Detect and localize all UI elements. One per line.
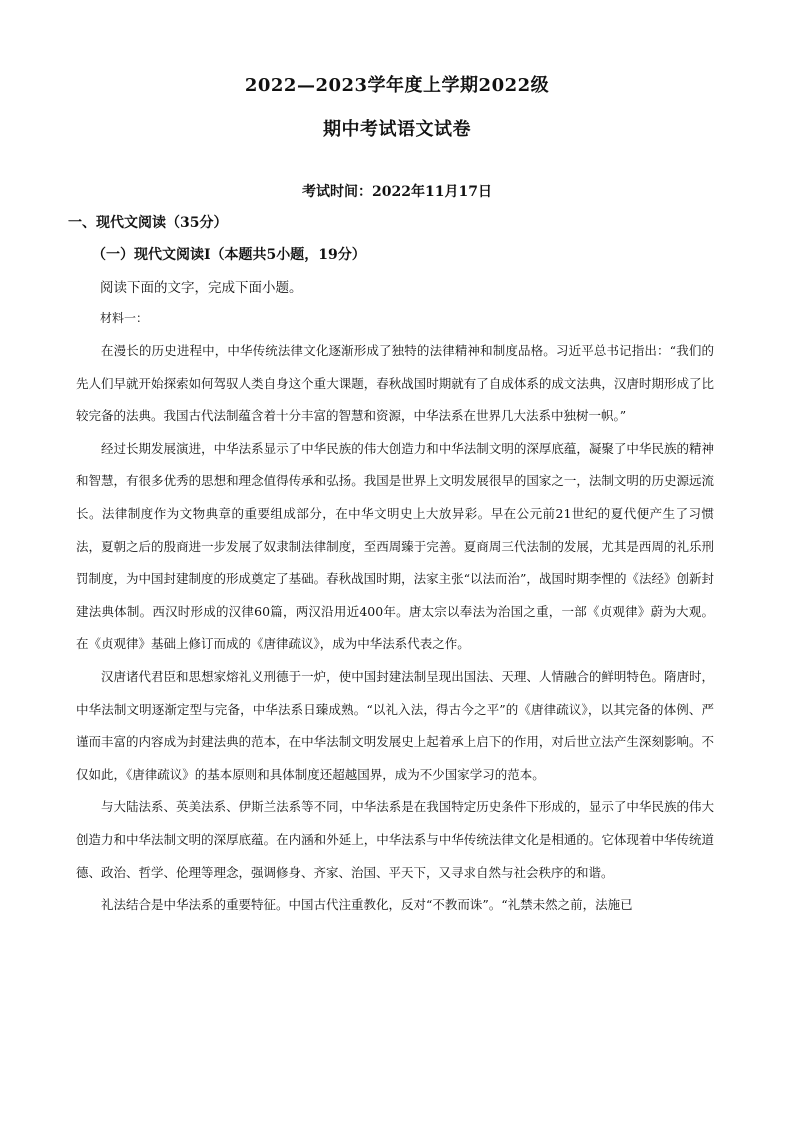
passage-body — [76, 335, 714, 922]
exam-time: 考试时间：2022年11月17日 — [302, 184, 492, 200]
paragraph: 与大陆法系、英美法系、伊斯兰法系等不同，中华法系是在我国特定历史条件下形成的，显示了中华民族的伟大创造力和中华法制文明的深厚底蕴。在内涵和外延上，中华法系与中华传统法律文化是相通的。它体现着中华传统道德、政治、哲学、伦理等理念，强调修身、齐家、治国、平天下，又寻求自然与社会秩序的和谐。 — [76, 799, 714, 880]
reading-instruction: 阅读下面的文字，完成下面小题。 — [100, 280, 303, 296]
paragraph: 汉唐诸代君臣和思想家熔礼义刑德于一炉，使中国封建法制呈现出国法、天理、人情融合的鲜明特色。隋唐时，中华法制文明逐渐定型与完备，中华法系日臻成熟。“以礼入法，得古今之平”的《唐律疏议》，以其完备的体例、严谨而丰富的内容成为封建法典的范本，在中华法制文明发展史上起着承上启下的作用，对后世立法产生深刻影响。不仅如此，《唐律疏议》的基本原则和具体制度还超越国界，成为不少国家学习的范本。 — [76, 668, 714, 782]
paragraph: 礼法结合是中华法系的重要特征。中国古代注重教化，反对“不教而诛”。“礼禁未然之前，法施已 — [101, 897, 633, 913]
subsection-heading: （一）现代文阅读Ⅰ（本题共5小题，19分） — [92, 247, 366, 263]
exam-title-line1: 2022—2023学年度上学期2022级 — [244, 75, 550, 96]
material-label: 材料一： — [100, 311, 149, 325]
section-heading: 一、现代文阅读（35分） — [68, 215, 228, 231]
paragraph: 经过长期发展演进，中华法系显示了中华民族的伟大创造力和中华法制文明的深厚底蕴，凝聚了中华民族的精神和智慧，有很多优秀的思想和理念值得传承和弘扬。我国是世界上文明发展很早的国家之一，法制文明的历史源远流长。法律制度作为文物典章的重要组成部分，在中华文明史上大放异彩。早在公元前21世纪的夏代便产生了习惯法，夏朝之后的殷商进一步发展了奴隶制法律制度，至西周臻于完善。夏商周三代法制的发展，尤其是西周的礼乐刑罚制度，为中国封建制度的形成奠定了基础。春秋战国时期，法家主张“以法而治”，战国时期李悝的《法经》创新封建法典体制。西汉时形成的汉律60篇，两汉沿用近400年。唐太宗以奉法为治国之重，一部《贞观律》蔚为大观。在《贞观律》基础上修订而成的《唐律疏议》，成为中华法系代表之作。 — [76, 440, 714, 652]
paragraph: 在漫长的历史进程中，中华传统法律文化逐渐形成了独特的法律精神和制度品格。习近平总书记指出：“我们的先人们早就开始探索如何驾驭人类自身这个重大课题，春秋战国时期就有了自成体系的成文法典，汉唐时期形成了比较完备的法典。我国古代法制蕴含着十分丰富的智慧和资源，中华法系在世界几大法系中独树一帜。” — [76, 343, 714, 424]
exam-title-line2: 期中考试语文试卷 — [323, 119, 471, 140]
